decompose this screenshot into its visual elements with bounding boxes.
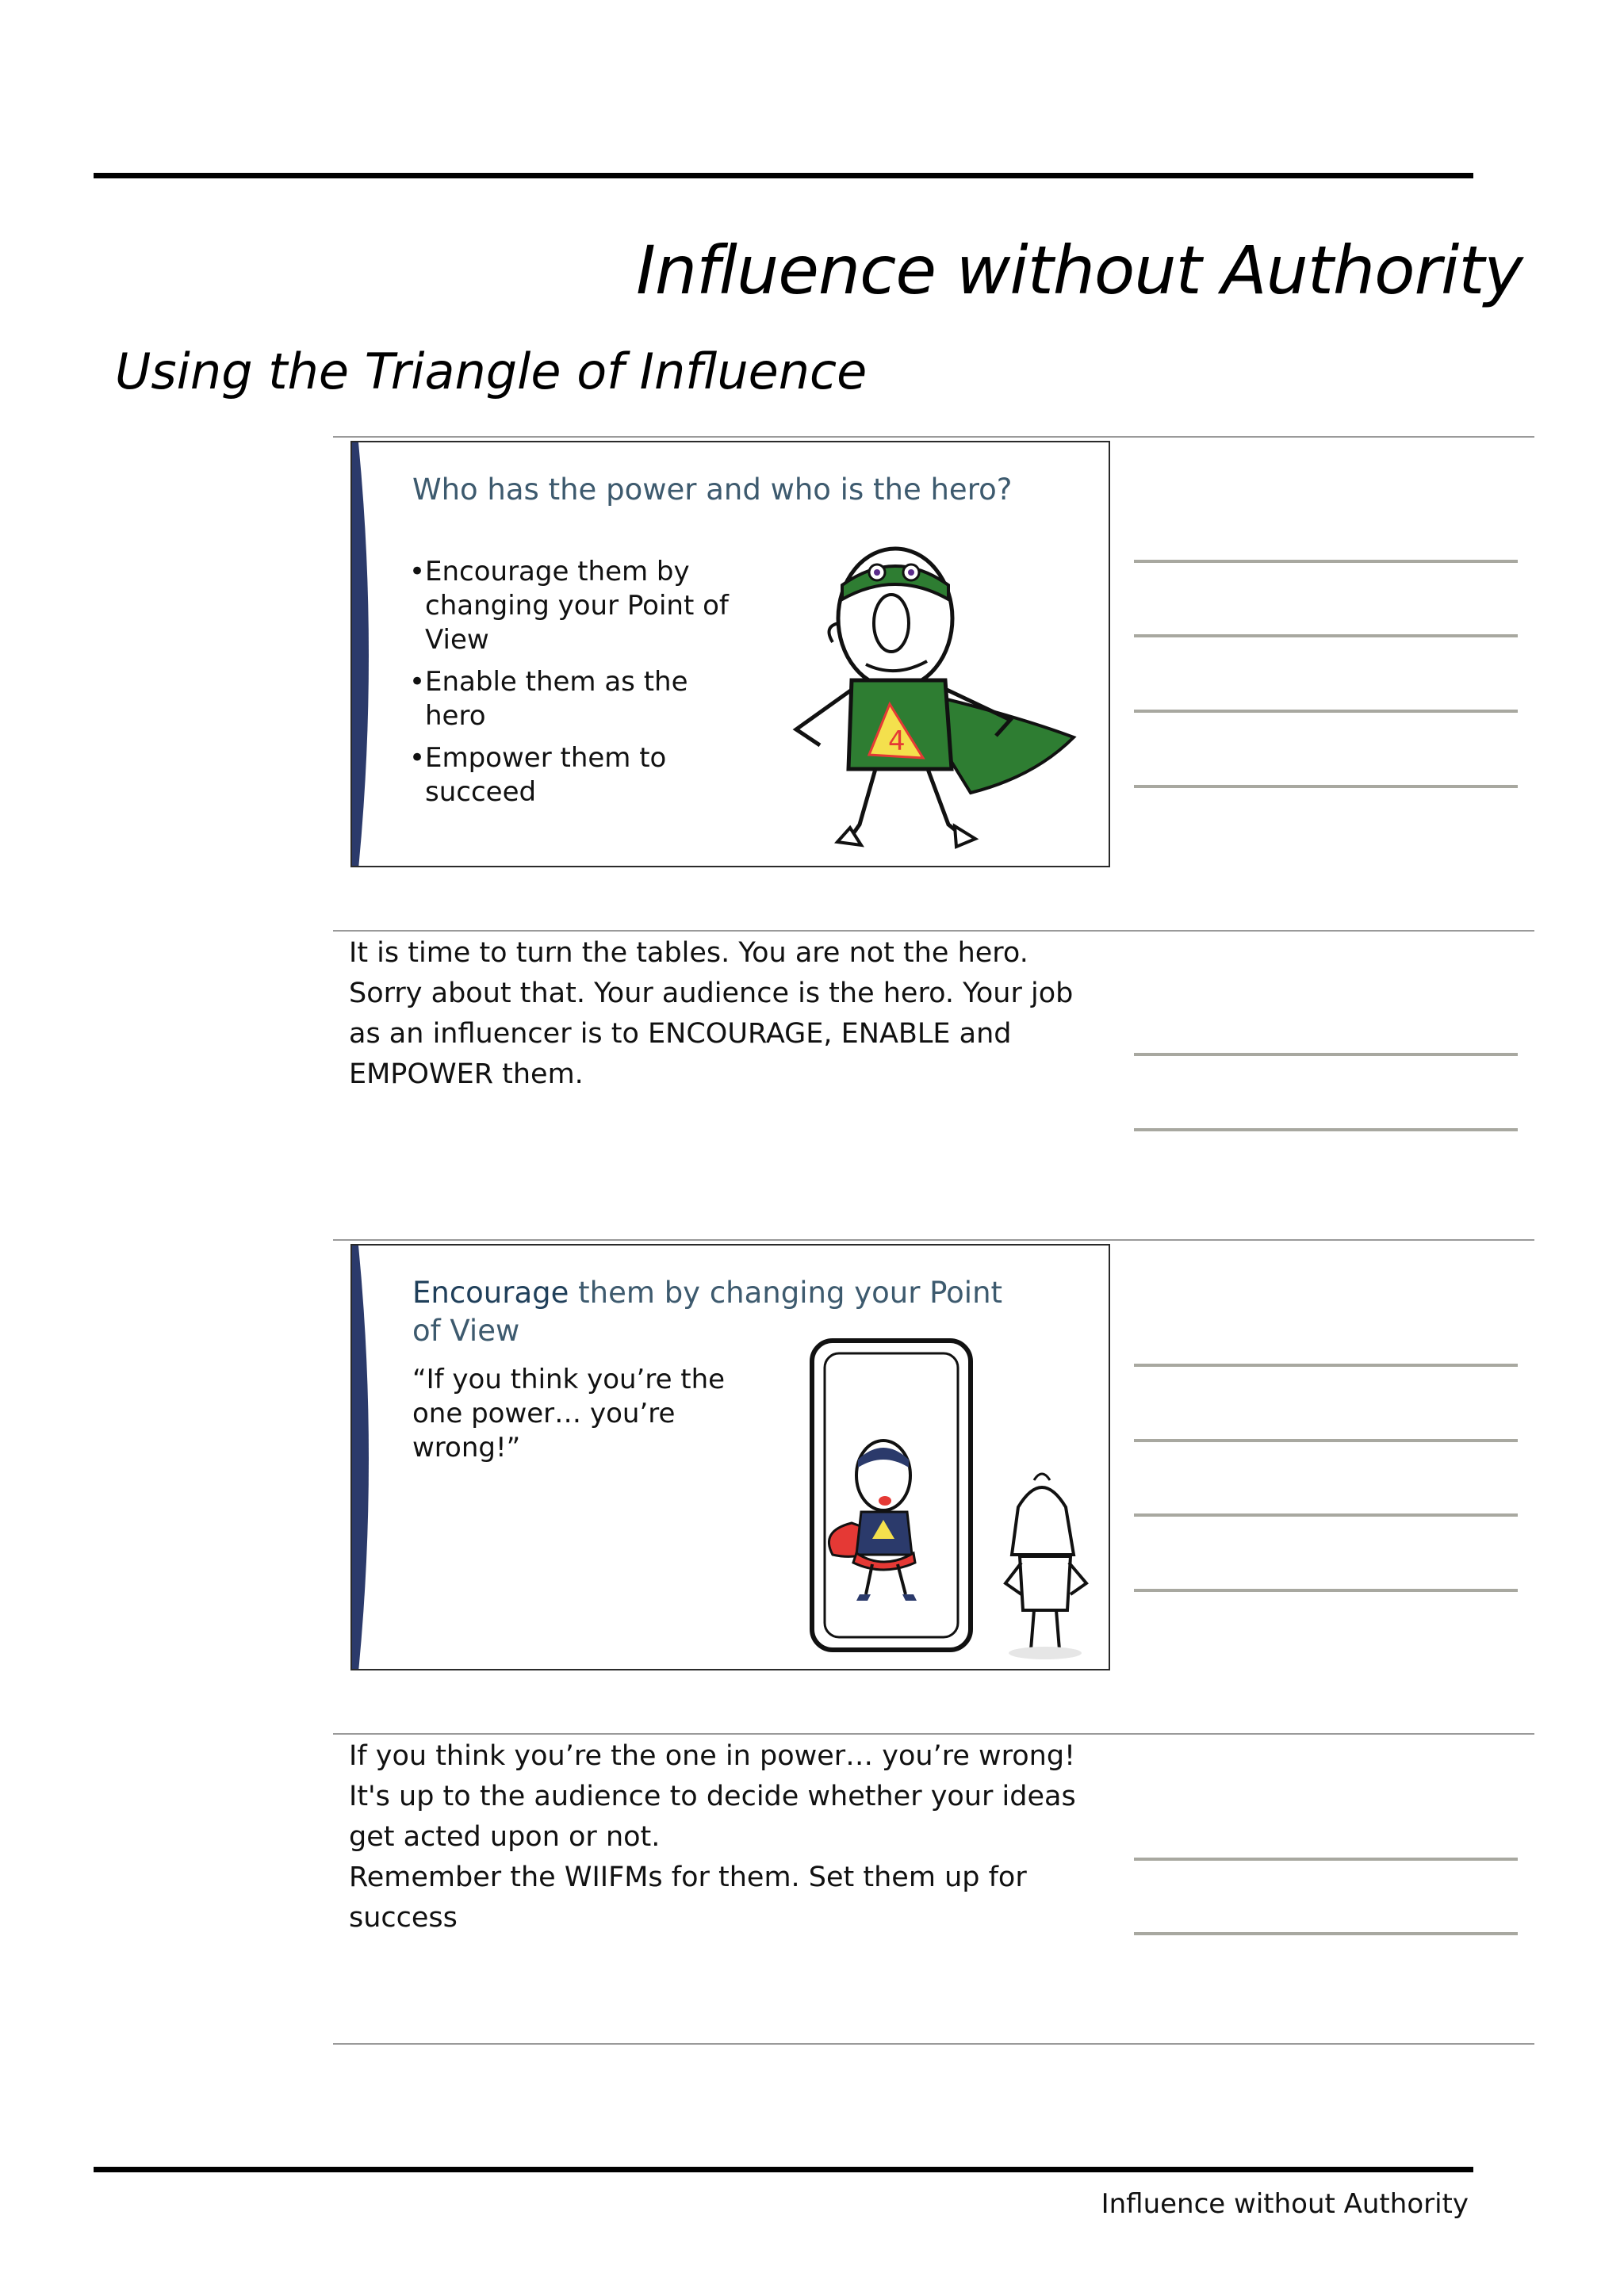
separator xyxy=(333,1733,1534,1735)
svg-text:4: 4 xyxy=(888,725,906,757)
slide-note-1: It is time to turn the tables. You are not the hero. Sorry about that. Your audience is the hero. Your job as an influencer is to ENCOURAGE, ENABLE and EMPOWER them. xyxy=(349,937,1074,1090)
section-subtitle: Using the Triangle of Influence xyxy=(115,342,868,400)
notes-writing-line xyxy=(1134,560,1518,563)
separator xyxy=(333,2043,1534,2045)
separator xyxy=(333,1239,1534,1241)
slide-note-2: If you think you’re the one in power… you’re wrong! It's up to the audience to decide whether your ideas get acted upon or not. Remember the WIIFMs for them. Set them up for success xyxy=(349,1740,1076,1934)
notes-writing-line xyxy=(1134,1932,1518,1935)
notes-writing-line xyxy=(1134,1128,1518,1131)
slide-thumbnail-1 xyxy=(350,441,1110,867)
separator xyxy=(333,436,1534,438)
notes-writing-line xyxy=(1134,785,1518,788)
slide-accent-bar xyxy=(352,442,384,867)
document-title: Influence without Authority xyxy=(636,232,1522,309)
slide-thumbnail-2 xyxy=(350,1244,1110,1670)
page-footer: Influence without Authority xyxy=(1101,2188,1469,2220)
superhero-illustration xyxy=(772,531,1105,864)
notes-writing-line xyxy=(1134,1053,1518,1056)
slide-title: Encourage them by changing your Point of View xyxy=(412,1276,1003,1348)
header-rule xyxy=(94,173,1473,178)
slide-bullet: • Empower them to succeed xyxy=(409,742,667,808)
slide-accent-bar xyxy=(352,1246,384,1670)
notes-writing-line xyxy=(1134,1589,1518,1592)
notes-writing-line xyxy=(1134,1858,1518,1861)
slide-quote: “If you think you’re the one power… you’re wrong!” xyxy=(412,1364,726,1464)
separator xyxy=(333,930,1534,932)
notes-writing-line xyxy=(1134,1439,1518,1442)
notes-writing-line xyxy=(1134,634,1518,637)
notes-writing-line xyxy=(1134,1364,1518,1367)
mirror-illustration xyxy=(796,1325,1110,1670)
slide-bullet-list xyxy=(409,555,750,817)
notes-writing-line xyxy=(1134,1513,1518,1517)
slide-title: Who has the power and who is the hero? xyxy=(412,473,1013,507)
footer-rule xyxy=(94,2167,1473,2172)
notes-writing-line xyxy=(1134,710,1518,713)
slide-bullet: • Enable them as the hero xyxy=(409,666,688,732)
slide-bullet: • Encourage them by changing your Point of View xyxy=(409,556,729,656)
